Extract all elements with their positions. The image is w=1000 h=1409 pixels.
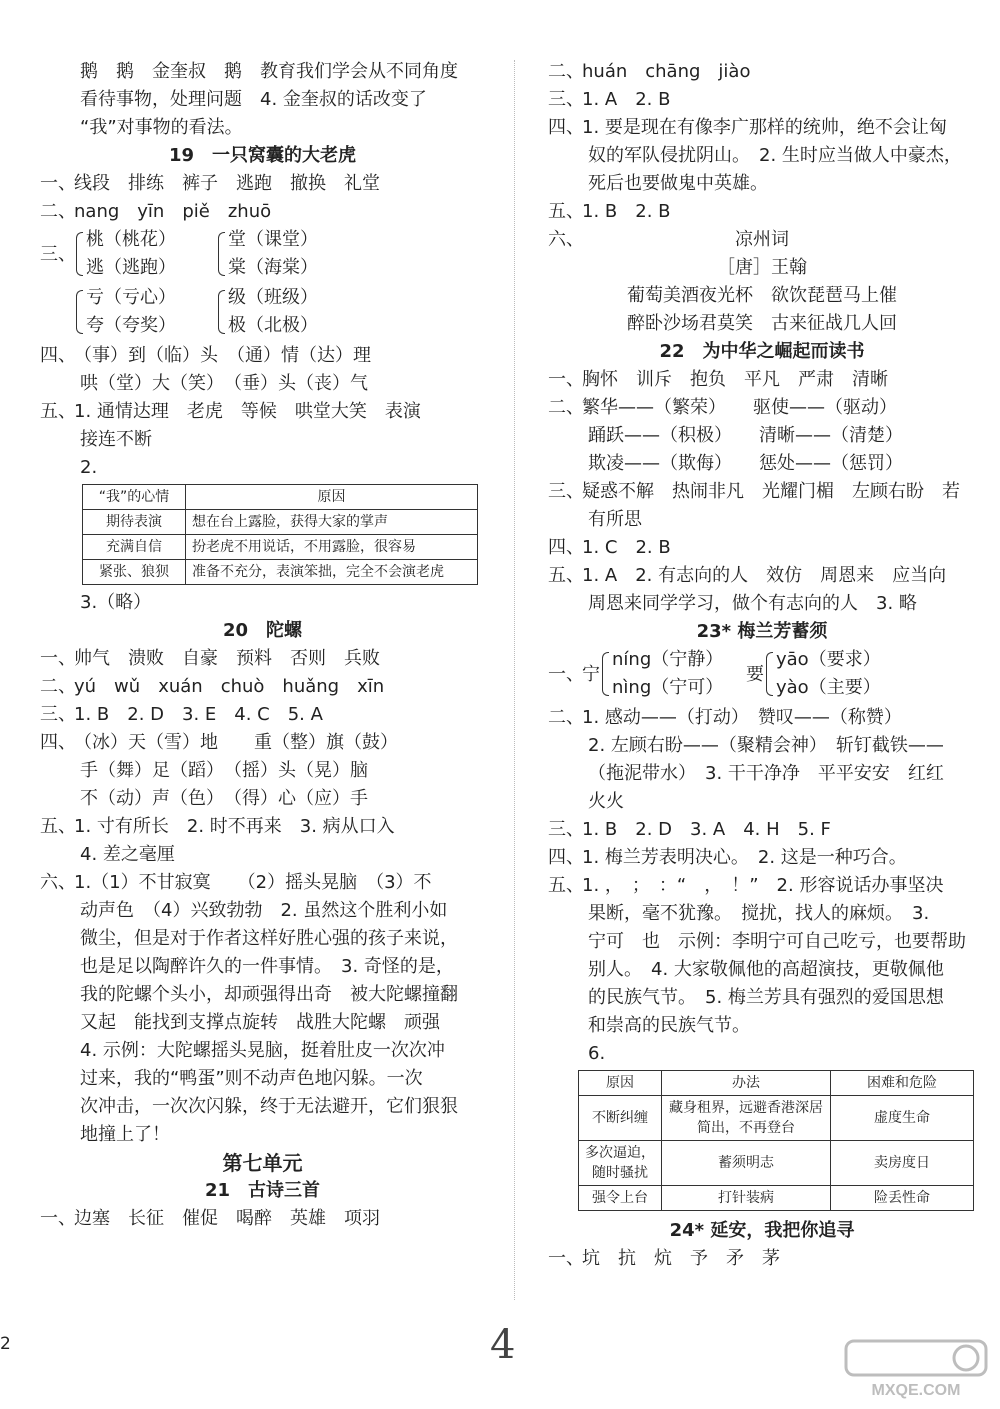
answer-text: 1. ， ； ：“ ， ！” 2. 形容说话办事坚决 <box>582 875 944 896</box>
polyphone-char: 宁 <box>582 664 600 685</box>
answer-text: 线段 排练 裤子 逃跑 撤换 礼堂 <box>74 173 380 194</box>
lesson-title-21: 21 古诗三首 <box>204 1180 321 1201</box>
answer-text: 踊跃——（积极） 清晰——（清楚） <box>588 425 903 446</box>
answer-text: 1. 寸有所长 2. 时不再来 3. 病从口入 <box>74 816 395 837</box>
answer-text: 火火 <box>588 791 624 812</box>
answer-text: 1. 感动——（打动） 赞叹——（称赞） <box>582 707 902 728</box>
answer-text: 1. 通情达理 老虎 等候 哄堂大笑 表演 <box>74 401 421 422</box>
answer-text: 1. A 2. 有志向的人 效仿 周恩来 应当向 <box>582 565 947 586</box>
answer-text: 1. B 2. D 3. A 4. H 5. F <box>582 819 831 840</box>
section-label: 二、 <box>548 61 584 82</box>
answer-text: 哄（堂）大（笑） （垂）头（丧）气 <box>80 373 368 394</box>
section-label: 一、 <box>548 664 584 685</box>
answer-text: 微尘，但是对于作者这样好胜心强的孩子来说， <box>80 928 458 949</box>
section-label: 三、 <box>40 244 76 265</box>
section-label: 四、 <box>548 117 584 138</box>
left-column <box>40 58 485 1233</box>
section-label: 三、 <box>40 704 76 725</box>
answer-text: 动声色 （4）兴致勃勃 2. 虽然这个胜利小如 <box>80 900 448 921</box>
table-row <box>83 535 478 560</box>
answer-text: 我的陀螺个头小，却顽强得出奇 被大陀螺撞翻 <box>80 984 458 1005</box>
answer-text: （拖泥带水） 3. 干干净净 平平安安 红红 <box>588 763 944 784</box>
answer-text: 周恩来同学学习，做个有志向的人 3. 略 <box>588 593 917 614</box>
answer-text: 手（舞）足（蹈） （摇）头（晃）脑 <box>80 760 368 781</box>
answer-text: 欺凌——（欺侮） 惩处——（惩罚） <box>588 453 903 474</box>
answer-text: （事）到（临）头 （通）情（达）理 <box>74 345 371 366</box>
text-line: “我”对事物的看法。 <box>80 117 243 138</box>
lesson-title-24: 24* 延安，我把你追寻 <box>669 1220 855 1241</box>
answer-text: （冰）天（雪）地 重（整）旗（鼓） <box>74 732 398 753</box>
section-label: 四、 <box>548 847 584 868</box>
brace-pair <box>74 226 176 282</box>
section-label: 三、 <box>548 819 584 840</box>
table-row <box>83 560 478 585</box>
answer-text: 也是足以陶醉许久的一件事情。 3. 奇怪的是， <box>80 956 454 977</box>
section-label: 二、 <box>40 201 76 222</box>
brace-pair <box>74 284 176 340</box>
table-cell: 充满自信 <box>83 535 186 560</box>
brace-pair <box>216 226 318 282</box>
answer-text: 过来，我的“鸭蛋”则不动声色地闪躲。一次 <box>80 1068 423 1089</box>
section-label: 五、 <box>548 875 584 896</box>
table-header: 困难和危险 <box>831 1071 974 1096</box>
answer-text: 奴的军队侵扰阴山。 2. 生时应当做人中豪杰， <box>588 145 962 166</box>
answer-text: 繁华——（繁荣） 驱使——（驱动） <box>582 397 897 418</box>
answer-text: 疑惑不解 热闹非凡 光耀门楣 左顾右盼 若 <box>582 481 960 502</box>
watermark-logo-icon <box>842 1337 990 1401</box>
table-row <box>579 1186 974 1211</box>
table-row <box>579 1096 974 1141</box>
section-label: 六、 <box>548 229 584 250</box>
answer-text: 1. 要是现在有像李广那样的统帅，绝不会让匈 <box>582 117 947 138</box>
section-label: 四、 <box>548 537 584 558</box>
mood-table <box>82 484 478 585</box>
table-cell: 打针装病 <box>662 1186 831 1211</box>
table-cell: 期待表演 <box>83 510 186 535</box>
answer-text: 胸怀 训斥 抱负 平凡 严肃 清晰 <box>582 369 888 390</box>
polyphone-char: 要 <box>746 664 764 685</box>
brace-item: 极（北极） <box>228 315 318 336</box>
section-label: 一、 <box>40 648 76 669</box>
section-label: 三、 <box>548 481 584 502</box>
section-label: 一、 <box>40 1208 76 1229</box>
pinyin-text: nang yīn piě zhuō <box>74 201 272 222</box>
table-cell: 准备不充分，表演笨拙，完全不会演老虎 <box>186 560 478 585</box>
brace-pair <box>600 646 723 702</box>
brace-item: yào（主要） <box>776 677 881 698</box>
pinyin-text: huán chāng jiào <box>582 61 751 82</box>
table-cell: 藏身租界，远避香港深居简出，不再登台 <box>662 1096 831 1141</box>
answer-text: 1. 梅兰芳表明决心。 2. 这是一种巧合。 <box>582 847 907 868</box>
table-cell: 紧张、狼狈 <box>83 560 186 585</box>
table-header: 办法 <box>662 1071 831 1096</box>
table-cell: 扮老虎不用说话，不用露脸，很容易 <box>186 535 478 560</box>
answer-text: 1. B 2. B <box>582 201 671 222</box>
poem-line: 醉卧沙场君莫笑 古来征战几人回 <box>627 313 897 334</box>
answer-text: 别人。 4. 大家敬佩他的高超演技，更敬佩他 <box>588 959 944 980</box>
answer-text: 次冲击，一次次闪躲，终于无法避开，它们狠狠 <box>80 1096 458 1117</box>
section-label: 一、 <box>40 173 76 194</box>
answer-text: 1. C 2. B <box>582 537 671 558</box>
table-cell: 卖房度日 <box>831 1141 974 1186</box>
answer-text: 1.（1）不甘寂寞 （2）摇头晃脑 （3）不 <box>74 872 432 893</box>
poem-title: 凉州词 <box>735 229 789 250</box>
poem-line: 葡萄美酒夜光杯 欲饮琵琶马上催 <box>627 285 897 306</box>
table-header: 原因 <box>186 485 478 510</box>
brace-group <box>40 284 485 340</box>
answer-text: 帅气 溃败 自豪 预料 否则 兵败 <box>74 648 380 669</box>
lesson-title-23: 23* 梅兰芳蓄须 <box>696 621 828 642</box>
brace-group <box>548 646 976 702</box>
pinyin-text: yú wǔ xuán chuò huǎng xīn <box>74 676 385 697</box>
right-column <box>548 58 976 1273</box>
table-header: “我”的心情 <box>83 485 186 510</box>
brace-item: 夸（夸奖） <box>86 315 176 336</box>
answer-text: 3.（略） <box>80 592 152 613</box>
brace-item: 级（班级） <box>228 287 318 308</box>
section-label: 六、 <box>40 872 76 893</box>
answer-text: 的民族气节。 5. 梅兰芳具有强烈的爱国思想 <box>588 987 944 1008</box>
section-label: 五、 <box>548 565 584 586</box>
answer-text: 不（动）声（色） （得）心（应）手 <box>80 788 368 809</box>
table-cell: 虚度生命 <box>831 1096 974 1141</box>
brace-item: yāo（要求） <box>776 649 881 670</box>
answer-text: 有所思 <box>588 509 642 530</box>
answer-text: 4. 示例：大陀螺摇头晃脑，挺着肚皮一次次冲 <box>80 1040 445 1061</box>
brace-pair <box>764 646 881 702</box>
answer-text: 地撞上了！ <box>80 1124 170 1145</box>
answer-text: 边塞 长征 催促 喝醉 英雄 项羽 <box>74 1208 380 1229</box>
lesson-title-22: 22 为中华之崛起而读书 <box>659 341 865 362</box>
answer-text: 1. A 2. B <box>582 89 671 110</box>
brace-item: níng（宁静） <box>612 649 724 670</box>
answer-text: 又起 能找到支撑点旋转 战胜大陀螺 顽强 <box>80 1012 440 1033</box>
table-cell: 险丢性命 <box>831 1186 974 1211</box>
section-label: 五、 <box>40 401 76 422</box>
answer-text: 2. 左顾右盼——（聚精会神） 斩钉截铁—— <box>588 735 944 756</box>
table-cell: 多次逼迫，随时骚扰 <box>579 1141 662 1186</box>
lesson-title-19: 19 一只窝囊的大老虎 <box>168 145 357 166</box>
table-cell: 不断纠缠 <box>579 1096 662 1141</box>
section-label: 一、 <box>548 1248 584 1269</box>
section-label: 五、 <box>40 816 76 837</box>
table-cell: 强令上台 <box>579 1186 662 1211</box>
brace-item: 棠（海棠） <box>228 257 318 278</box>
meilanfang-table <box>578 1070 974 1211</box>
answer-text: 4. 差之毫厘 <box>80 844 175 865</box>
section-label: 五、 <box>548 201 584 222</box>
answer-text: 6. <box>588 1043 606 1064</box>
section-label: 二、 <box>40 676 76 697</box>
brace-item: 桃（桃花） <box>86 229 176 250</box>
section-label: 二、 <box>548 707 584 728</box>
handwritten-number: 4 <box>490 1322 516 1368</box>
answer-text: 1. B 2. D 3. E 4. C 5. A <box>74 704 323 725</box>
table-row <box>579 1141 974 1186</box>
unit-title: 第七单元 <box>222 1151 303 1175</box>
brace-item: 逃（逃跑） <box>86 257 176 278</box>
brace-group <box>40 226 485 282</box>
answer-text: 死后也要做鬼中英雄。 <box>588 173 768 194</box>
page-number: 2 <box>0 1334 11 1354</box>
section-label: 四、 <box>40 732 76 753</box>
poem-author: ［唐］王翰 <box>717 257 807 278</box>
lesson-title-20: 20 陀螺 <box>222 620 303 641</box>
brace-item: 堂（课堂） <box>228 229 318 250</box>
brace-pair <box>216 284 318 340</box>
answer-text: 2. <box>80 457 98 478</box>
section-label: 三、 <box>548 89 584 110</box>
section-label: 四、 <box>40 345 76 366</box>
answer-text: 果断，毫不犹豫。 搅扰，找人的麻烦。 3. <box>588 903 930 924</box>
answer-text: 坑 抗 炕 予 矛 茅 <box>582 1248 780 1269</box>
text-line: 鹅 鹅 金奎叔 鹅 教育我们学会从不同角度 <box>80 61 458 82</box>
watermark-text: MXQE.COM <box>871 1382 961 1399</box>
brace-item: 亏（亏心） <box>86 287 176 308</box>
section-label: 二、 <box>548 397 584 418</box>
column-divider <box>514 60 515 1300</box>
table-row <box>83 510 478 535</box>
answer-text: 宁可 也 示例：李明宁可自己吃亏，也要帮助 <box>588 931 966 952</box>
text-line: 看待事物，处理问题 4. 金奎叔的话改变了 <box>80 89 427 110</box>
table-header: 原因 <box>579 1071 662 1096</box>
section-label: 一、 <box>548 369 584 390</box>
table-cell: 蓄须明志 <box>662 1141 831 1186</box>
answer-text: 和崇高的民族气节。 <box>588 1015 750 1036</box>
answer-text: 接连不断 <box>80 429 152 450</box>
brace-item: nìng（宁可） <box>612 677 724 698</box>
table-cell: 想在台上露脸，获得大家的掌声 <box>186 510 478 535</box>
